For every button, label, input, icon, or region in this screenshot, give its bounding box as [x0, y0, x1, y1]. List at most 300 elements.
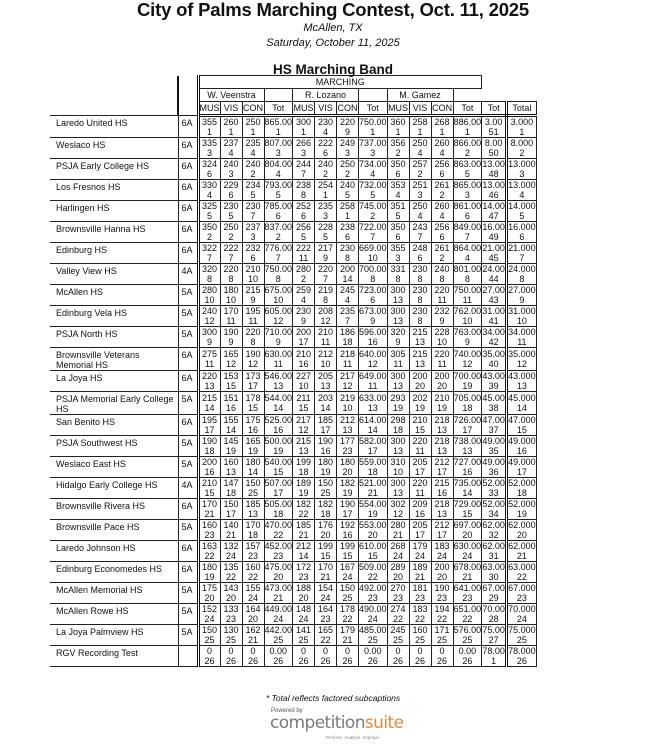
score-rank: 17	[437, 530, 448, 540]
score-cell	[198, 116, 220, 138]
score-cell	[315, 499, 337, 520]
score-rank: 19	[298, 488, 309, 498]
score-rank: 10	[273, 295, 284, 305]
score-rank: 20	[393, 572, 404, 582]
score-value: 669.00	[359, 243, 387, 253]
score-value: 211	[296, 393, 311, 403]
score-rank: 25	[516, 635, 527, 645]
score-rank: 7	[345, 316, 351, 326]
score-value: 147	[223, 478, 239, 488]
score-cell	[315, 436, 337, 457]
score-value: 228	[318, 222, 334, 232]
score-cell	[482, 583, 507, 604]
score-value: 210	[434, 393, 450, 403]
school-name: Harlingen HS	[50, 201, 178, 222]
score-cell	[198, 371, 220, 392]
score-cell	[242, 562, 264, 583]
score-cell	[220, 457, 242, 478]
score-cell	[482, 264, 507, 285]
score-rank: 5	[228, 211, 234, 221]
score-value: 141	[296, 625, 312, 635]
score-rank: 13	[393, 446, 404, 456]
table-row	[50, 499, 536, 520]
score-rank: 1	[228, 127, 234, 137]
score-cell	[431, 562, 453, 583]
score-rank: 23	[367, 593, 378, 603]
score-value: 300	[390, 285, 406, 295]
score-cell	[293, 159, 315, 180]
header-empty	[482, 89, 507, 102]
score-rank: 8	[301, 190, 307, 200]
score-rank: 19	[516, 509, 527, 519]
score-rank: 23	[342, 446, 353, 456]
score-rank: 21	[247, 635, 258, 645]
score-rank: 20	[516, 530, 527, 540]
score-value: 254	[318, 180, 334, 190]
score-cell	[409, 306, 431, 327]
score-value: 252	[296, 201, 312, 211]
score-rank: 4	[301, 295, 307, 305]
score-rank: 13	[298, 446, 309, 456]
score-rank: 4	[370, 169, 376, 179]
score-value: 67.000	[508, 583, 536, 593]
score-rank: 6	[464, 211, 470, 221]
score-value: 185	[318, 415, 334, 425]
score-value: 289	[390, 562, 406, 572]
header-empty	[507, 89, 537, 102]
score-cell	[242, 180, 264, 201]
score-cell	[359, 180, 388, 201]
school-class: 5A	[178, 457, 198, 478]
score-rank: 20	[437, 572, 448, 582]
score-value: 240	[201, 306, 218, 316]
score-cell	[293, 264, 315, 285]
score-rank: 24	[367, 614, 378, 624]
score-rank: 17	[437, 467, 448, 477]
score-cell	[482, 646, 507, 667]
score-cell	[220, 138, 242, 159]
score-rank: 4	[228, 148, 234, 158]
score-rank: 14	[273, 403, 284, 413]
score-cell	[293, 415, 315, 436]
score-cell	[453, 520, 482, 541]
score-rank: 21	[320, 572, 331, 582]
school-class: 6A	[178, 222, 198, 243]
score-cell	[293, 371, 315, 392]
score-value: 228	[434, 327, 450, 337]
score-value: 49.000	[508, 436, 536, 446]
score-value: 210	[245, 264, 261, 274]
score-value: 750.00	[453, 285, 482, 295]
score-rank: 21	[204, 509, 215, 519]
score-cell	[507, 625, 537, 646]
score-rank: 12	[516, 359, 527, 369]
score-value: 729.00	[453, 499, 482, 509]
score-rank: 1	[491, 656, 497, 666]
score-value: 182	[296, 499, 312, 509]
score-value: 849.00	[453, 222, 482, 232]
score-rank: 25	[437, 635, 448, 645]
score-cell	[387, 285, 409, 306]
score-cell	[242, 457, 264, 478]
score-value: 194	[434, 604, 450, 614]
score-cell	[359, 499, 388, 520]
score-rank: 14	[342, 274, 353, 284]
score-value: 212	[318, 349, 334, 359]
score-value: 205	[412, 457, 428, 467]
score-cell	[220, 159, 242, 180]
score-cell	[482, 436, 507, 457]
score-cell	[482, 348, 507, 371]
score-cell	[337, 243, 359, 264]
score-value: 280	[201, 285, 218, 295]
school-class: 6A	[178, 159, 198, 180]
score-value: 614.00	[359, 415, 387, 425]
school-name: Brownsville Hanna HS	[50, 222, 178, 243]
score-rank: 20	[204, 593, 215, 603]
score-rank: 21	[415, 572, 426, 582]
score-cell	[264, 646, 293, 667]
score-rank: 20	[247, 614, 258, 624]
score-rank: 15	[462, 509, 473, 519]
score-cell	[359, 646, 388, 667]
score-value: 14.00	[482, 201, 505, 211]
score-cell	[242, 436, 264, 457]
score-value: 350	[390, 159, 406, 169]
score-value: 470.00	[264, 520, 293, 530]
score-rank: 6	[275, 211, 281, 221]
score-value: 63.000	[508, 562, 536, 572]
contest-date: Saturday, October 11, 2025	[266, 37, 400, 49]
score-rank: 14	[516, 403, 527, 413]
score-cell	[482, 306, 507, 327]
score-cell	[359, 348, 388, 371]
score-cell	[387, 371, 409, 392]
score-rank: 6	[206, 169, 212, 179]
score-cell	[387, 138, 409, 159]
score-value: 251	[412, 180, 428, 190]
score-cell	[453, 285, 482, 306]
score-rank: 10	[393, 467, 404, 477]
score-rank: 18	[225, 488, 236, 498]
score-value: 865.00	[453, 180, 482, 190]
score-cell	[264, 222, 293, 243]
score-cell	[242, 392, 264, 415]
score-rank: 17	[298, 337, 309, 347]
score-value: 24.00	[482, 264, 505, 274]
score-value: 150	[340, 583, 356, 593]
score-cell	[453, 138, 482, 159]
score-value: 222	[296, 243, 312, 253]
score-rank: 7	[206, 253, 212, 263]
score-value: 230	[245, 201, 261, 211]
score-cell	[507, 201, 537, 222]
score-value: 261	[434, 180, 450, 190]
score-value: 270	[390, 583, 406, 593]
school-class: 5A	[178, 392, 198, 415]
score-rank: 45	[488, 253, 499, 263]
score-cell	[409, 201, 431, 222]
score-value: 181	[412, 583, 428, 593]
score-cell	[453, 541, 482, 562]
score-value: 219	[340, 393, 356, 403]
score-rank: 11	[517, 337, 527, 347]
score-cell	[453, 222, 482, 243]
score-rank: 36	[488, 467, 499, 477]
score-cell	[337, 180, 359, 201]
score-value: 257	[412, 159, 428, 169]
score-value: 230	[412, 264, 428, 274]
score-value: 230	[412, 285, 428, 295]
score-rank: 21	[462, 572, 473, 582]
score-rank: 27	[488, 635, 499, 645]
score-rank: 19	[342, 488, 353, 498]
score-cell	[431, 392, 453, 415]
score-cell	[359, 604, 388, 625]
score-rank: 13	[247, 509, 258, 519]
score-rank: 2	[206, 232, 212, 242]
score-cell	[482, 478, 507, 499]
score-value: 220	[412, 478, 428, 488]
score-value: 164	[245, 604, 261, 614]
score-value: 248	[412, 243, 428, 253]
score-rank: 20	[273, 572, 284, 582]
score-cell	[507, 562, 537, 583]
score-rank: 6	[301, 211, 307, 221]
score-rank: 24	[247, 593, 258, 603]
score-value: 199	[296, 457, 312, 467]
score-cell	[264, 625, 293, 646]
score-value: 258	[412, 117, 428, 127]
score-cell	[264, 583, 293, 604]
score-rank: 17	[204, 425, 215, 435]
score-rank: 6	[519, 232, 525, 242]
score-rank: 11	[368, 381, 378, 391]
score-value: 16.000	[508, 222, 536, 232]
score-rank: 9	[323, 253, 329, 263]
score-cell	[359, 159, 388, 180]
score-cell	[387, 478, 409, 499]
score-cell	[242, 348, 264, 371]
score-rank: 5	[370, 190, 376, 200]
school-name: McAllen HS	[50, 285, 178, 306]
page-title: City of Palms Marching Contest, Oct. 11, 2025	[137, 0, 529, 20]
score-cell	[198, 478, 220, 499]
score-cell	[264, 180, 293, 201]
score-cell	[220, 583, 242, 604]
score-cell	[409, 436, 431, 457]
score-cell	[337, 646, 359, 667]
score-value: 230	[412, 306, 428, 316]
score-value: 153	[223, 371, 239, 381]
score-value: 195	[245, 306, 261, 316]
score-cell	[293, 604, 315, 625]
score-value: 215	[412, 327, 428, 337]
score-value: 0	[417, 646, 423, 656]
score-cell	[293, 138, 315, 159]
score-rank: 5	[395, 211, 401, 221]
score-cell	[315, 222, 337, 243]
score-value: 630.00	[453, 541, 482, 551]
score-value: 350	[390, 222, 406, 232]
score-rank: 10	[367, 253, 378, 263]
score-rank: 17	[225, 509, 236, 519]
score-cell	[315, 201, 337, 222]
score-value: 230	[318, 117, 334, 127]
table-row	[50, 180, 536, 201]
score-rank: 19	[247, 446, 258, 456]
score-rank: 1	[464, 127, 470, 137]
score-value: 203	[318, 393, 334, 403]
score-cell	[337, 392, 359, 415]
score-cell	[264, 138, 293, 159]
score-value: 0.00	[269, 646, 288, 656]
score-rank: 17	[516, 467, 527, 477]
col-mus: MUS	[387, 102, 409, 116]
score-rank: 8	[345, 253, 351, 263]
score-rank: 20	[462, 530, 473, 540]
header-empty	[264, 89, 293, 102]
score-rank: 24	[225, 551, 236, 561]
score-rank: 11	[393, 359, 403, 369]
score-value: 649.00	[359, 371, 387, 381]
score-value: 157	[245, 541, 261, 551]
score-value: 320	[390, 327, 406, 337]
score-rank: 6	[250, 253, 256, 263]
score-value: 63.00	[482, 562, 505, 572]
score-cell	[337, 306, 359, 327]
score-rank: 2	[345, 169, 351, 179]
score-value: 200	[434, 371, 450, 381]
school-class: 5A	[178, 436, 198, 457]
score-rank: 21	[273, 593, 284, 603]
score-value: 215	[434, 478, 450, 488]
score-value: 353	[390, 180, 406, 190]
score-cell	[337, 285, 359, 306]
score-rank: 37	[488, 425, 499, 435]
score-cell	[198, 243, 220, 264]
score-rank: 25	[320, 488, 331, 498]
score-value: 864.00	[453, 243, 482, 253]
score-cell	[359, 138, 388, 159]
score-cell	[293, 201, 315, 222]
score-cell	[431, 201, 453, 222]
score-cell	[337, 222, 359, 243]
score-cell	[198, 457, 220, 478]
score-cell	[242, 478, 264, 499]
score-value: 525.00	[264, 415, 293, 425]
score-value: 331	[390, 264, 406, 274]
scores-table	[50, 75, 537, 667]
school-name: Los Fresnos HS	[50, 180, 178, 201]
school-name: Weslaco East HS	[50, 457, 178, 478]
score-value: 245	[390, 625, 406, 635]
score-cell	[387, 646, 409, 667]
score-cell	[359, 243, 388, 264]
table-row	[50, 222, 536, 243]
score-rank: 16	[273, 425, 284, 435]
score-cell	[198, 327, 220, 348]
score-rank: 11	[248, 316, 258, 326]
score-cell	[220, 478, 242, 499]
score-value: 218	[340, 349, 356, 359]
score-value: 21.000	[508, 243, 536, 253]
score-cell	[242, 371, 264, 392]
score-value: 186	[340, 327, 356, 337]
score-cell	[315, 392, 337, 415]
score-value: 351	[390, 201, 406, 211]
table-row	[50, 348, 536, 371]
score-rank: 25	[273, 635, 284, 645]
score-value: 675.00	[264, 285, 293, 295]
score-rank: 10	[247, 274, 258, 284]
score-value: 705.00	[453, 393, 482, 403]
score-cell	[409, 562, 431, 583]
score-value: 298	[390, 415, 406, 425]
score-cell	[337, 348, 359, 371]
score-rank: 22	[415, 614, 426, 624]
score-value: 651.00	[453, 604, 482, 614]
score-cell	[507, 583, 537, 604]
score-rank: 8	[417, 295, 423, 305]
score-cell	[431, 116, 453, 138]
score-cell	[409, 499, 431, 520]
score-cell	[409, 285, 431, 306]
footnote: * Total reflects factored subcaptions	[265, 693, 401, 703]
score-cell	[431, 264, 453, 285]
score-value: 215	[245, 285, 261, 295]
score-value: 350	[201, 222, 218, 232]
score-value: 232	[245, 243, 261, 253]
score-rank: 8	[464, 274, 470, 284]
score-value: 183	[412, 604, 428, 614]
score-rank: 1	[250, 127, 256, 137]
score-value: 200	[201, 457, 218, 467]
score-cell	[453, 159, 482, 180]
score-cell	[315, 520, 337, 541]
score-cell	[337, 625, 359, 646]
score-cell	[387, 306, 409, 327]
score-value: 43.00	[482, 371, 505, 381]
score-cell	[242, 222, 264, 243]
table-row	[50, 327, 536, 348]
school-name: Laredo United HS	[50, 116, 178, 138]
score-rank: 23	[247, 551, 258, 561]
score-cell	[337, 478, 359, 499]
score-cell	[409, 478, 431, 499]
score-value: 505.00	[264, 499, 293, 509]
score-cell	[409, 392, 431, 415]
score-value: 726.00	[453, 415, 482, 425]
score-cell	[220, 371, 242, 392]
score-cell	[315, 348, 337, 371]
score-cell	[315, 306, 337, 327]
score-cell	[220, 499, 242, 520]
school-class: 5A	[178, 327, 198, 348]
header-judge-2: R. Lozano	[293, 89, 359, 102]
score-value: 35.00	[482, 349, 505, 359]
score-value: 45.00	[482, 393, 505, 403]
score-cell	[387, 583, 409, 604]
score-rank: 26	[225, 656, 236, 666]
score-rank: 11	[437, 295, 447, 305]
score-rank: 4	[206, 190, 212, 200]
score-rank: 6	[417, 253, 423, 263]
score-rank: 3	[250, 232, 256, 242]
score-cell	[453, 583, 482, 604]
school-class: 5A	[178, 285, 198, 306]
score-rank: 24	[462, 551, 473, 561]
